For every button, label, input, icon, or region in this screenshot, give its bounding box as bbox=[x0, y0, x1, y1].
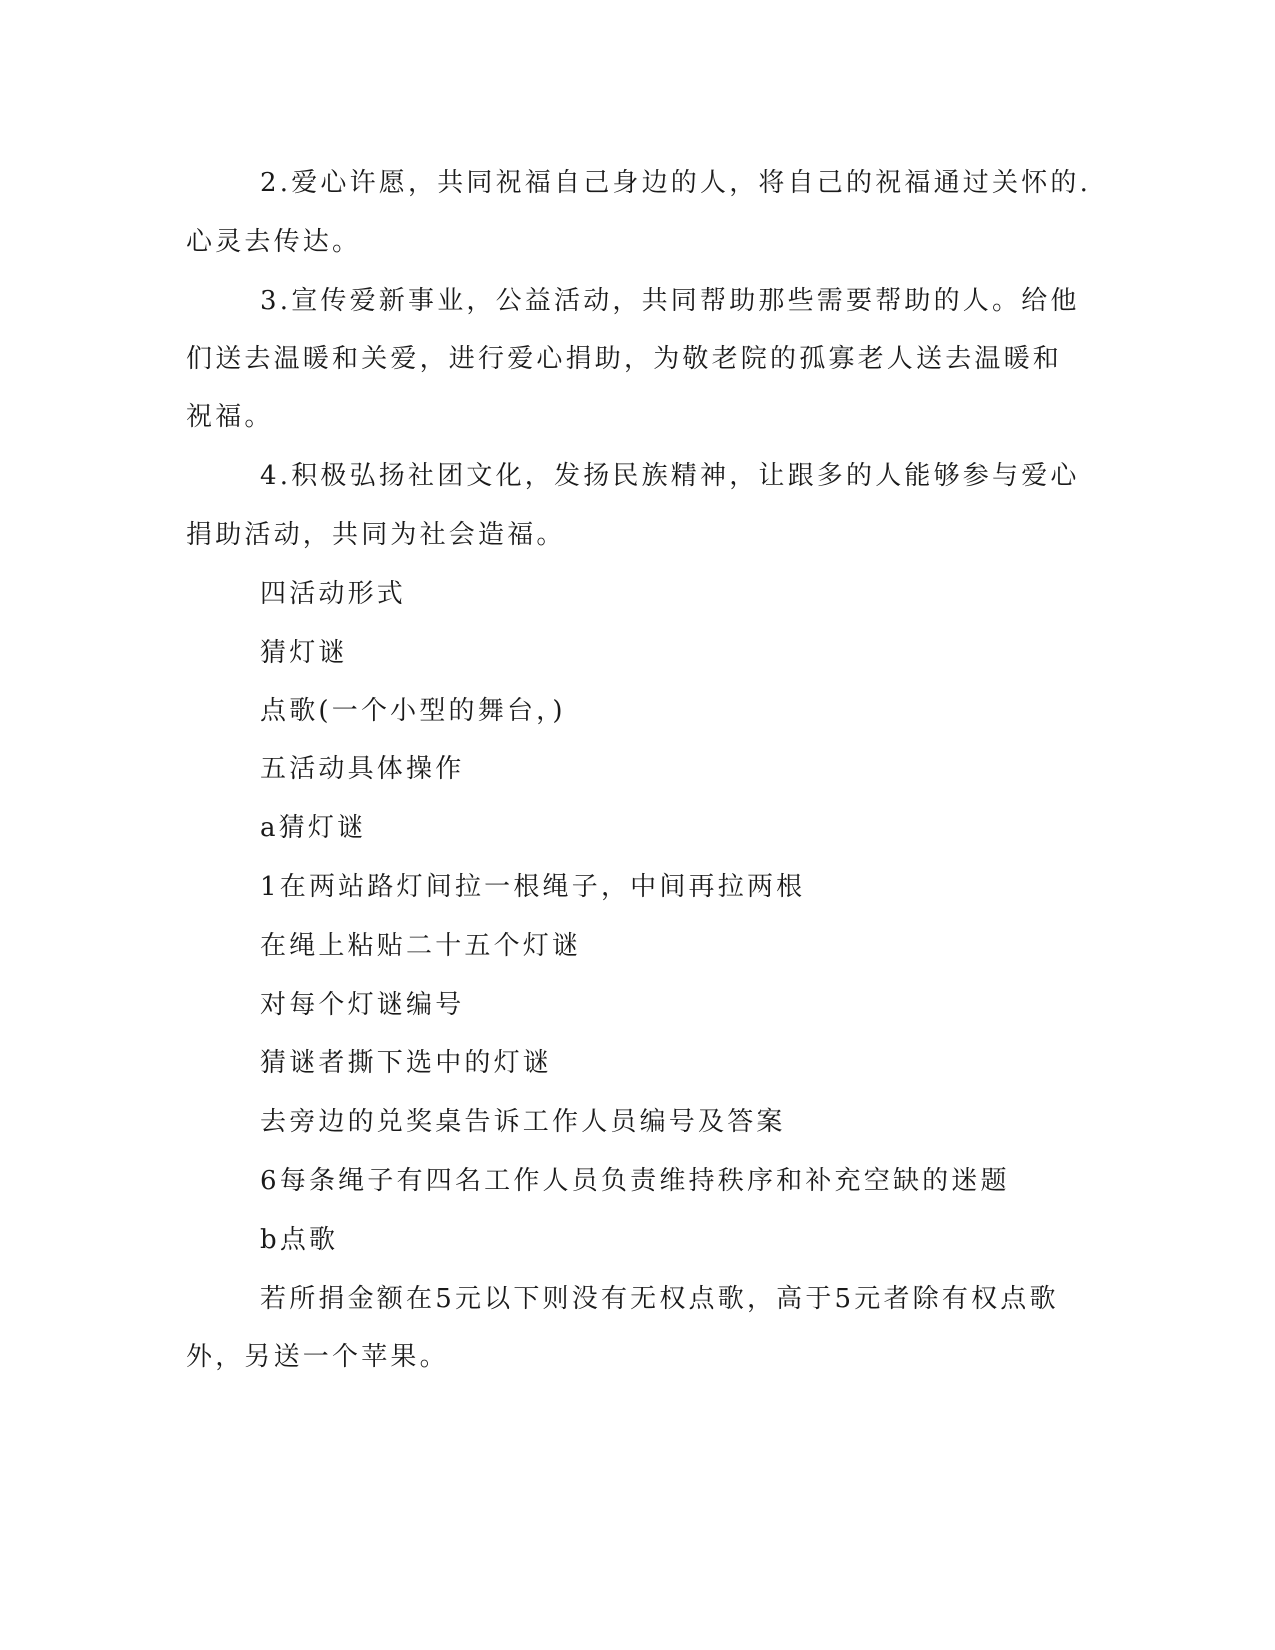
paragraph-4-line-1: 4.积极弘扬社团文化，发扬民族精神，让跟多的人能够参与爱心 bbox=[260, 461, 1080, 491]
part-a-step: 去旁边的兑奖桌告诉工作人员编号及答案 bbox=[260, 1107, 786, 1137]
part-a-step: 猜谜者撕下选中的灯谜 bbox=[260, 1048, 553, 1078]
part-b-rule-line-2: 外，另送一个苹果。 bbox=[186, 1342, 449, 1372]
paragraph-2-line-1: 2.爱心许愿，共同祝福自己身边的人，将自己的祝福通过关怀的. bbox=[260, 168, 1092, 198]
paragraph-3-line-1: 3.宣传爱新事业，公益活动，共同帮助那些需要帮助的人。给他 bbox=[260, 286, 1080, 316]
section-5-heading: 五活动具体操作 bbox=[260, 754, 465, 784]
section-4-heading: 四活动形式 bbox=[260, 579, 407, 609]
paragraph-3-line-3: 祝福。 bbox=[186, 402, 274, 432]
paragraph-4-line-2: 捐助活动，共同为社会造福。 bbox=[186, 520, 566, 550]
part-a-step: 6每条绳子有四名工作人员负责维持秩序和补充空缺的迷题 bbox=[260, 1166, 1010, 1196]
part-b-rule-line-1: 若所捐金额在5元以下则没有无权点歌，高于5元者除有权点歌 bbox=[260, 1284, 1059, 1314]
paragraph-2-line-2: 心灵去传达。 bbox=[186, 227, 362, 257]
section-4-item: 猜灯谜 bbox=[260, 638, 348, 668]
part-a-heading: a猜灯谜 bbox=[260, 813, 367, 843]
part-a-step: 对每个灯谜编号 bbox=[260, 990, 465, 1020]
part-a-step: 1在两站路灯间拉一根绳子，中间再拉两根 bbox=[260, 872, 806, 902]
part-a-step: 在绳上粘贴二十五个灯谜 bbox=[260, 931, 582, 961]
part-b-heading: b点歌 bbox=[260, 1225, 339, 1255]
paragraph-3-line-2: 们送去温暖和关爱，进行爱心捐助，为敬老院的孤寡老人送去温暖和 bbox=[186, 344, 1063, 374]
section-4-item: 点歌(一个小型的舞台，) bbox=[260, 696, 566, 726]
